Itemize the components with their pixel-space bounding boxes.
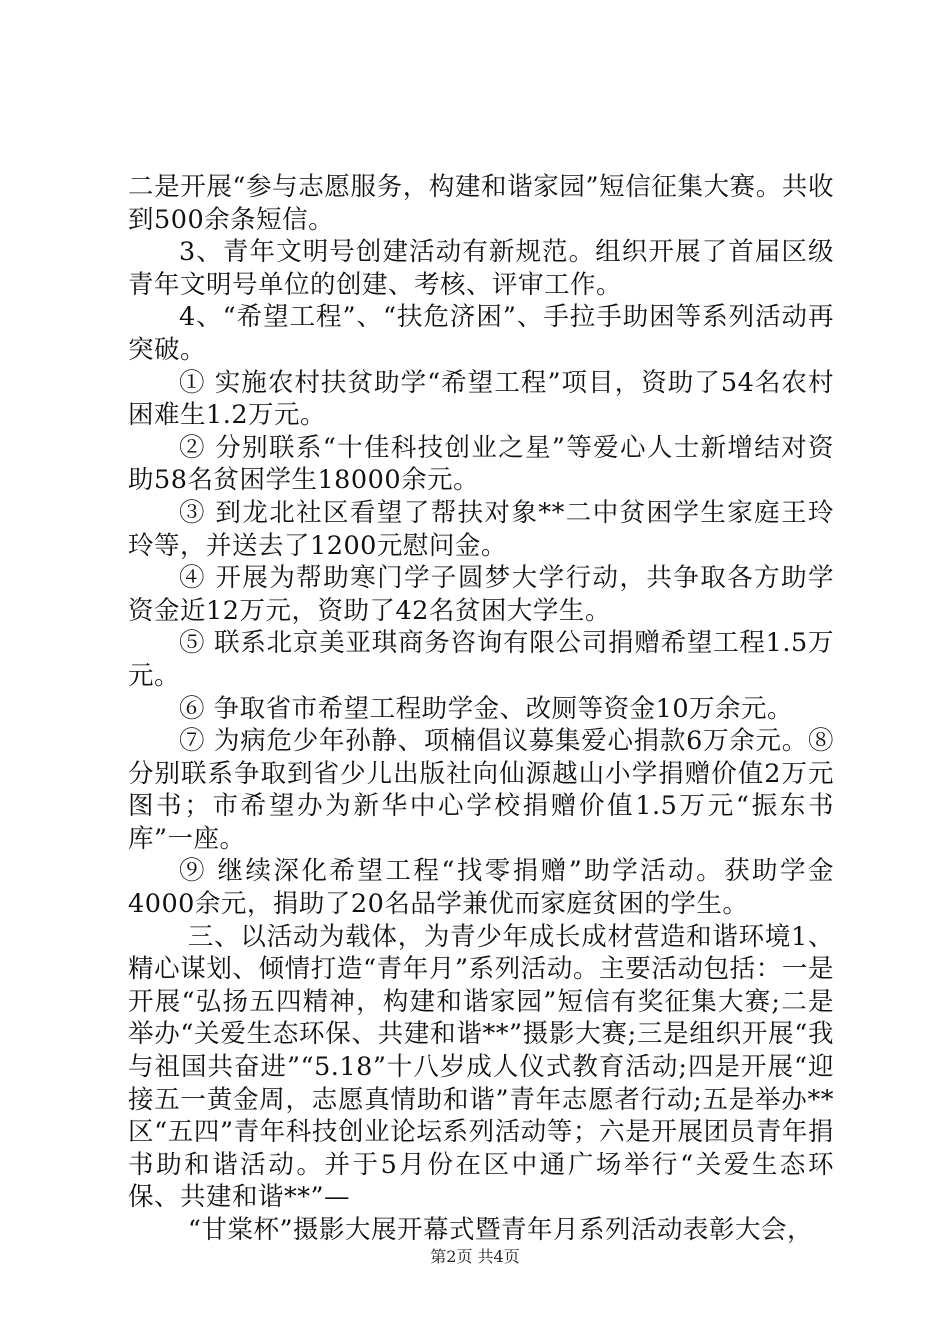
paragraph: 3、青年文明号创建活动有新规范。组织开展了首届区级青年文明号单位的创建、考核、评审工作。: [128, 237, 834, 300]
paragraph: ⑦ 为病危少年孙静、项楠倡议募集爱心捐款6万余元。⑧分别联系争取到省少儿出版社向仙源越山小学捐赠价值2万元图书；市希望办为新华中心学校捐赠价值1.5万元“振东书库”一座。: [128, 726, 834, 854]
paragraph: ⑨ 继续深化希望工程“找零捐赠”助学活动。获助学金4000余元，捐助了20名品学兼优而家庭贫困的学生。: [128, 856, 834, 920]
paragraph: ③ 到龙北社区看望了帮扶对象**二中贫困学生家庭王玲玲等，并送去了1200元慰问金。: [128, 497, 834, 561]
page-number-footer: 第2页 共4页: [430, 1247, 520, 1266]
paragraph: 三、以活动为载体，为青少年成长成材营造和谐环境1、精心谋划、倾情打造“青年月”系列活动。主要活动包括：一是开展“弘扬五四精神，构建和谐家园”短信有奖征集大赛;二是举办“关爱生态环保、共建和谐**”摄影大赛;三是组织开展“我与祖国共奋进”“5.18”十八岁成人仪式教育活动;四是开展“迎接五一黄金周，志愿真情助和谐”青年志愿者行动;五是举办**区“五四”青年科技创业论坛系列活动等；六是开展团员青年捐书助和谐活动。并于5月份在区中通广场举行“关爱生态环保、共建和谐**”—: [128, 921, 834, 1213]
paragraph: ② 分别联系“十佳科技创业之星”等爱心人士新增结对资助58名贫困学生18000余元。: [128, 432, 834, 496]
paragraph: ④ 开展为帮助寒门学子圆梦大学行动，共争取各方助学资金近12万元，资助了42名贫困大学生。: [128, 563, 834, 626]
document-body: [128, 171, 834, 1247]
paragraph: “甘棠杯”摄影大展开幕式暨青年月系列活动表彰大会，: [187, 1215, 813, 1245]
paragraph: 二是开展“参与志愿服务，构建和谐家园”短信征集大赛。共收到500余条短信。: [128, 172, 834, 235]
paragraph: ⑤ 联系北京美亚琪商务咨询有限公司捐赠希望工程1.5万元。: [128, 628, 834, 691]
paragraph: ① 实施农村扶贫助学“希望工程”项目，资助了54名农村困难生1.2万元。: [128, 367, 834, 431]
paragraph: ⑥ 争取省市希望工程助学金、改厕等资金10万余元。: [179, 693, 794, 724]
paragraph: 4、“希望工程”、“扶危济困”、手拉手助困等系列活动再突破。: [128, 302, 834, 365]
